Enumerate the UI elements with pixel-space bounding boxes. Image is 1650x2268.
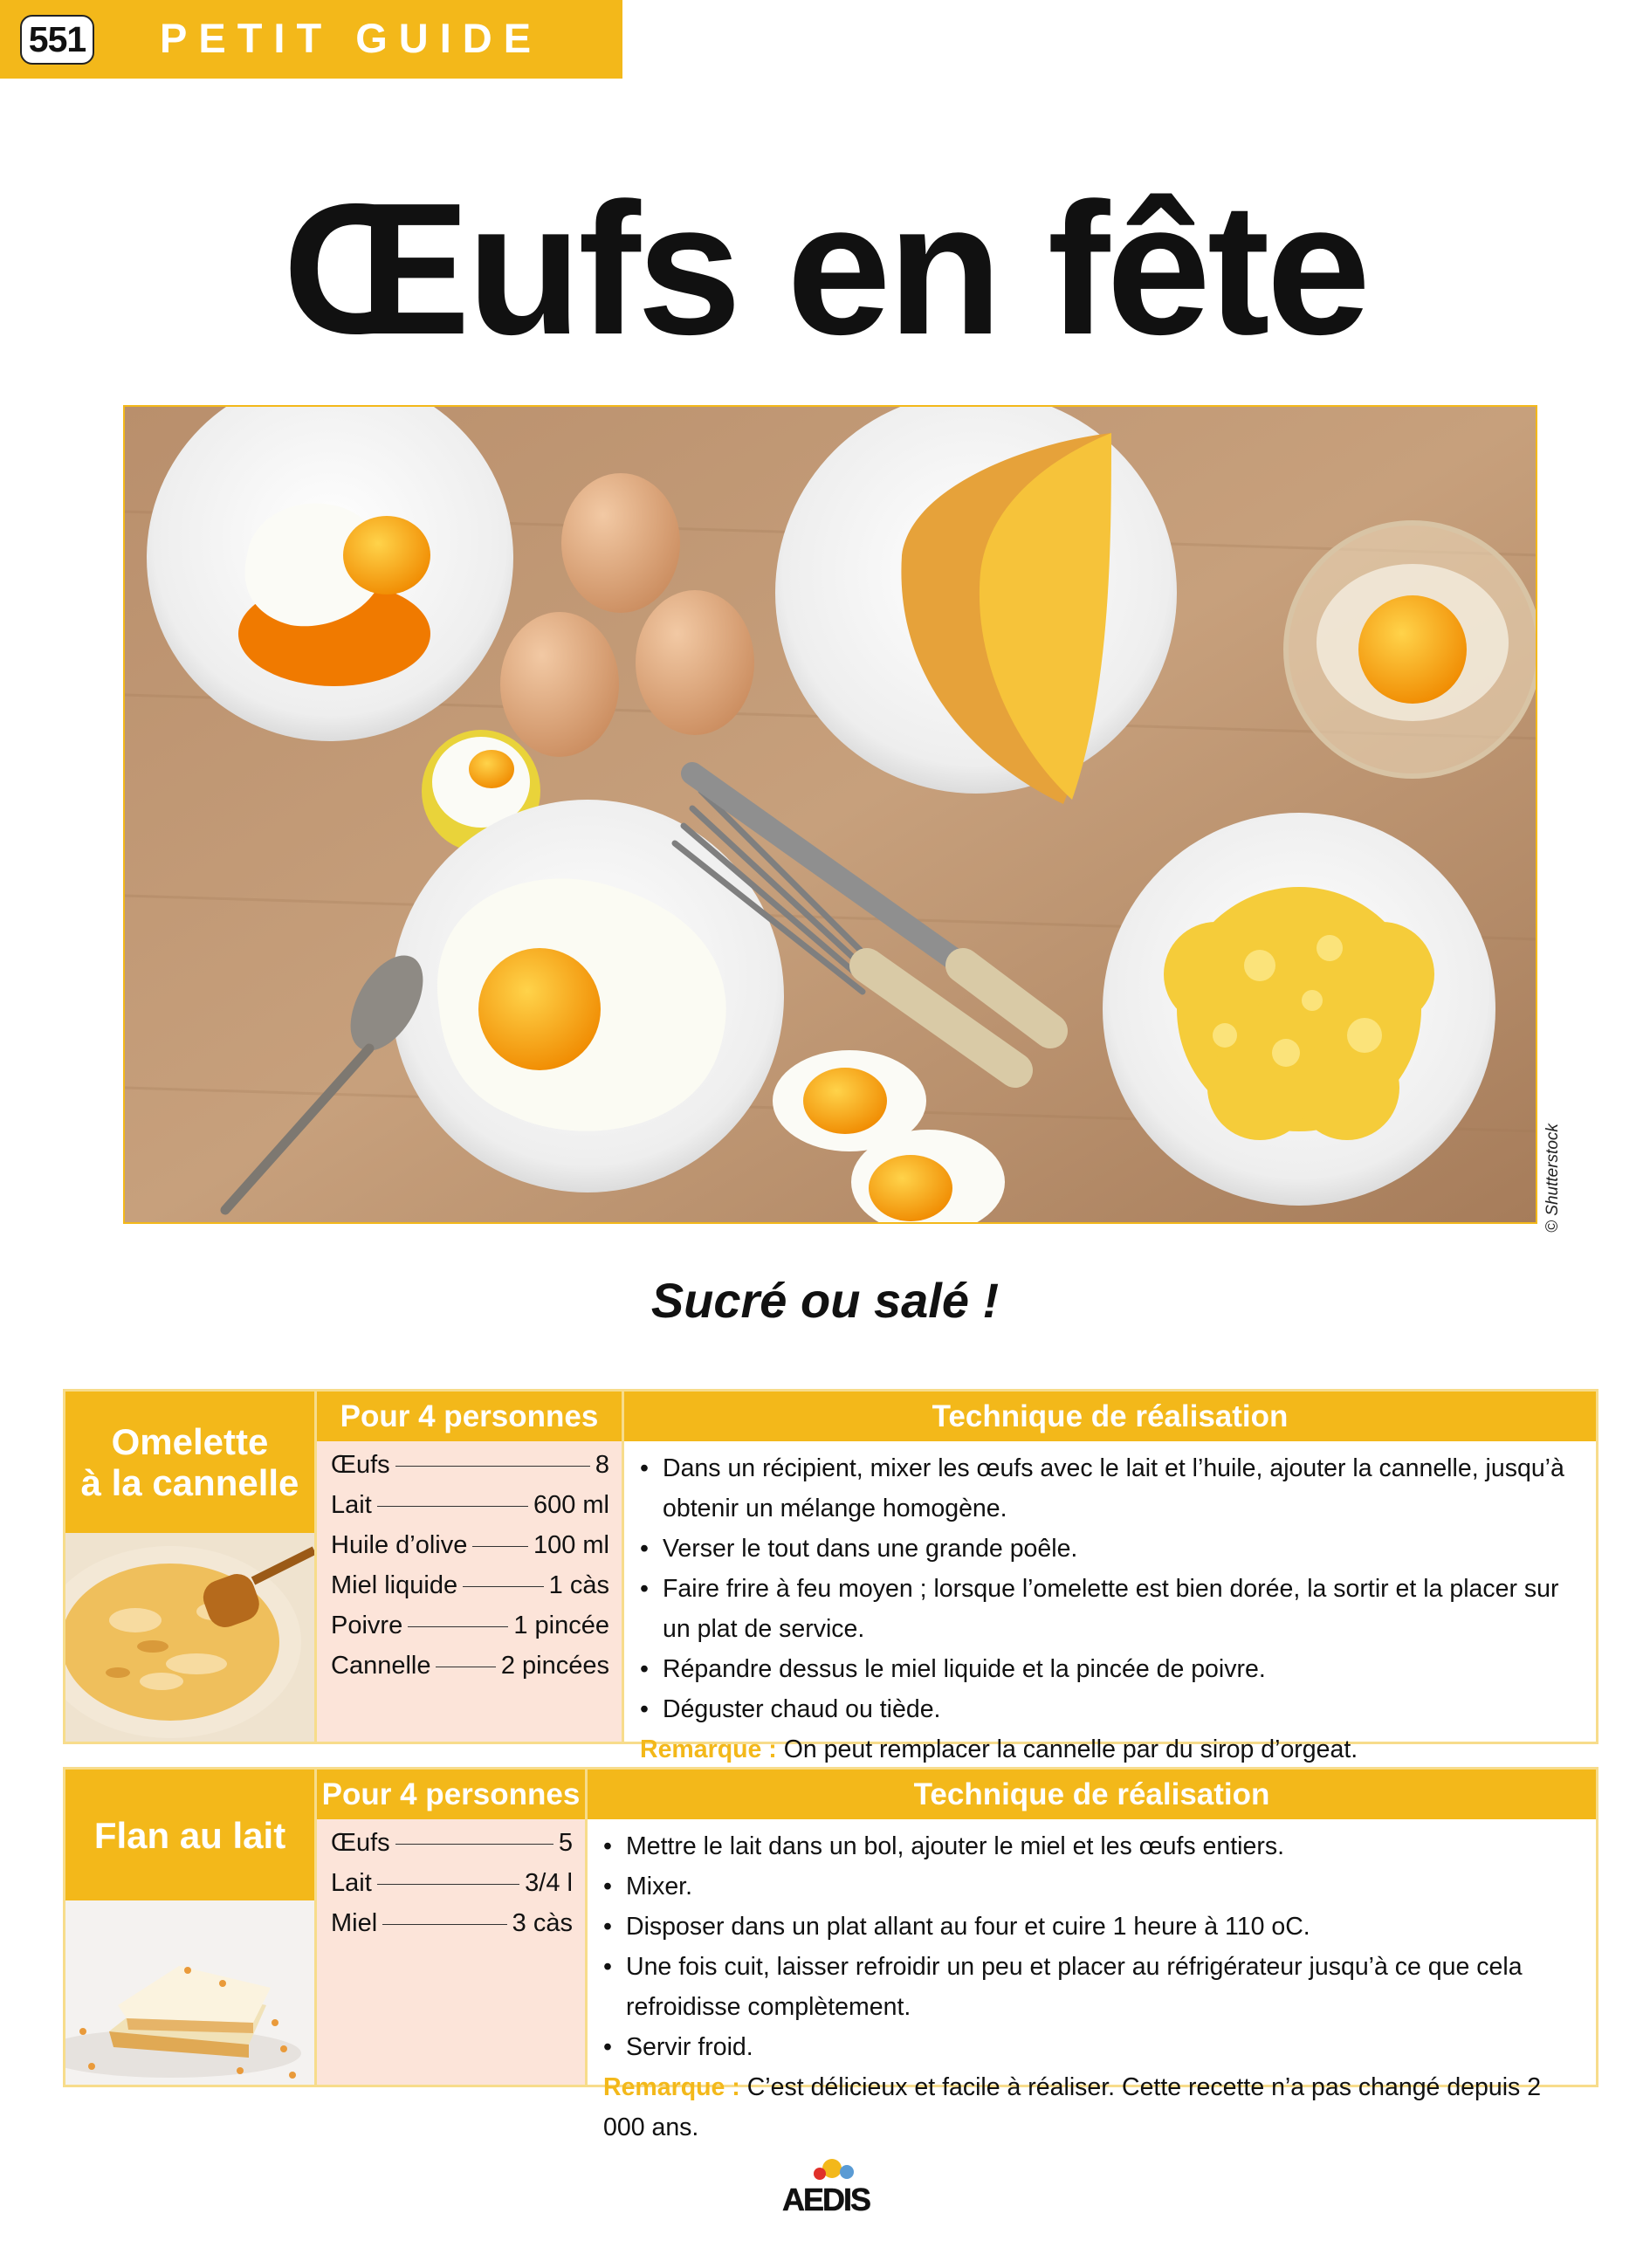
guide-series-label: PETIT GUIDE — [160, 15, 543, 61]
step-item: • Disposer dans un plat allant au four et cuire 1 heure à 110 oC. — [603, 1907, 1584, 1947]
remark — [603, 2067, 1584, 2148]
remark-label: Remarque : — [640, 1735, 777, 1763]
remark-text: On peut remplacer la cannelle par du sirop d’orgeat. — [783, 1735, 1358, 1763]
technique-panel — [585, 1770, 1596, 2141]
ingredient-row: Lait 3/4 l — [331, 1868, 573, 1897]
ingredients-panel — [314, 1770, 585, 2085]
guide-number: 551 — [20, 15, 94, 65]
header-band — [0, 0, 622, 79]
remark — [640, 1729, 1584, 1770]
step-item: • Faire frire à feu moyen ; lorsque l’omelette est bien dorée, la sortir et la placer sur un plat de service. — [640, 1569, 1584, 1649]
step-item: • Déguster chaud ou tiède. — [640, 1689, 1584, 1729]
page-title: Œufs en fête — [282, 163, 1368, 374]
ingredient-row: Poivre 1 pincée — [331, 1611, 609, 1639]
technique-heading: Technique de réalisation — [624, 1392, 1596, 1441]
step-item: • Répandre dessus le miel liquide et la pincée de poivre. — [640, 1649, 1584, 1689]
step-item: • Servir froid. — [603, 2027, 1584, 2067]
step-item: • Dans un récipient, mixer les œufs avec le lait et l’huile, ajouter la cannelle, jusqu’à obtenir un mélange homogène. — [640, 1448, 1584, 1529]
ingredient-row: Œufs 5 — [331, 1828, 573, 1857]
remark-label: Remarque : — [603, 2073, 740, 2101]
subtitle: Sucré ou salé ! — [650, 1273, 1000, 1328]
servings-heading: Pour 4 personnes — [317, 1770, 585, 1819]
servings-heading: Pour 4 personnes — [317, 1392, 622, 1441]
recipe-name: Flan au lait — [65, 1770, 314, 1900]
ingredient-row: Miel liquide 1 càs — [331, 1570, 609, 1599]
ingredient-row: Huile d’olive 100 ml — [331, 1530, 609, 1559]
aedis-logo — [764, 2156, 888, 2217]
logo-text: AEDIS — [781, 2182, 870, 2217]
recipe-name: Omelette à la cannelle — [65, 1392, 314, 1533]
step-item: • Mettre le lait dans un bol, ajouter le miel et les œufs entiers. — [603, 1826, 1584, 1866]
ingredient-row: Miel 3 càs — [331, 1908, 573, 1937]
step-item: • Verser le tout dans une grande poêle. — [640, 1529, 1584, 1569]
technique-heading: Technique de réalisation — [588, 1770, 1596, 1819]
remark-text: C’est délicieux et facile à réaliser. Cette recette n’a pas changé depuis 2 000 ans. — [603, 2073, 1542, 2141]
step-item: • Mixer. — [603, 1866, 1584, 1907]
ingredients-panel — [314, 1392, 622, 1742]
omelette-photo — [65, 1533, 314, 1742]
flan-photo — [65, 1900, 314, 2085]
recipe-omelette — [63, 1389, 1598, 1763]
step-item: • Une fois cuit, laisser refroidir un peu et placer au réfrigérateur jusqu’à ce que cela refroidisse complètement. — [603, 1947, 1584, 2027]
technique-panel — [622, 1392, 1596, 1763]
ingredient-row: Œufs 8 — [331, 1450, 609, 1479]
eggs-photo — [123, 405, 1537, 1224]
ingredient-row: Lait 600 ml — [331, 1490, 609, 1519]
recipe-flan — [63, 1767, 1598, 2141]
ingredient-row: Cannelle 2 pincées — [331, 1651, 609, 1680]
